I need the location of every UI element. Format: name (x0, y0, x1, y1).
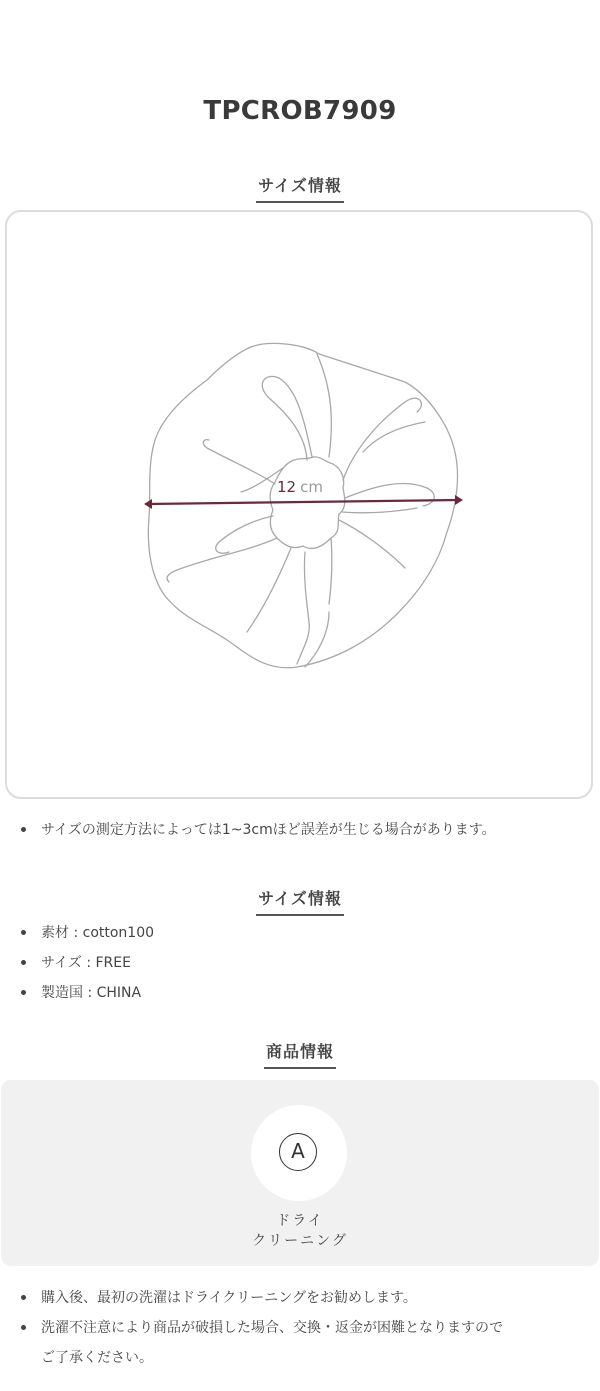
spec-size: サイズ : FREE (0, 948, 600, 978)
measure-arrow-right (455, 495, 463, 505)
care-instructions-box (1, 1080, 599, 1266)
dry-clean-A-icon: A (279, 1133, 317, 1171)
scrunchie-diagram (7, 212, 595, 801)
spec-origin: 製造国 : CHINA (0, 978, 600, 1008)
measure-label (277, 478, 323, 496)
measure-value: 12 (277, 478, 297, 496)
spec-section-title: サイズ情報 (256, 886, 344, 916)
care-note: 洗濯不注意により商品が破損した場合、交換・返金が困難となりますので (0, 1313, 600, 1343)
measure-arrow-left (144, 499, 152, 509)
scrunchie-outline (148, 343, 457, 667)
measure-unit: cm (300, 478, 323, 496)
size-section-title-wrap (0, 173, 600, 203)
product-info-title: 商品情報 (264, 1039, 336, 1069)
product-info-title-wrap (0, 1039, 600, 1069)
size-note: サイズの測定方法によっては1~3cmほど誤差が生じる場合があります。 (0, 815, 600, 845)
size-diagram-box (5, 210, 593, 799)
spec-list (0, 918, 600, 1008)
care-note-continued: ご了承ください。 (41, 1350, 153, 1366)
spec-section-title-wrap (0, 886, 600, 916)
care-note: 購入後、最初の洗濯はドライクリーニングをお勧めします。 (0, 1283, 600, 1313)
care-label-line1: ドライ (276, 1213, 324, 1229)
width-measure-line (148, 500, 459, 504)
care-symbol-circle (251, 1105, 347, 1201)
care-label-line2: クリーニング (252, 1233, 348, 1249)
spec-material: 素材 : cotton100 (0, 918, 600, 948)
product-code: TPCROB7909 (203, 96, 397, 126)
size-section-title: サイズ情報 (256, 173, 344, 203)
care-notes-list (0, 1283, 600, 1373)
size-note-list (0, 815, 600, 845)
